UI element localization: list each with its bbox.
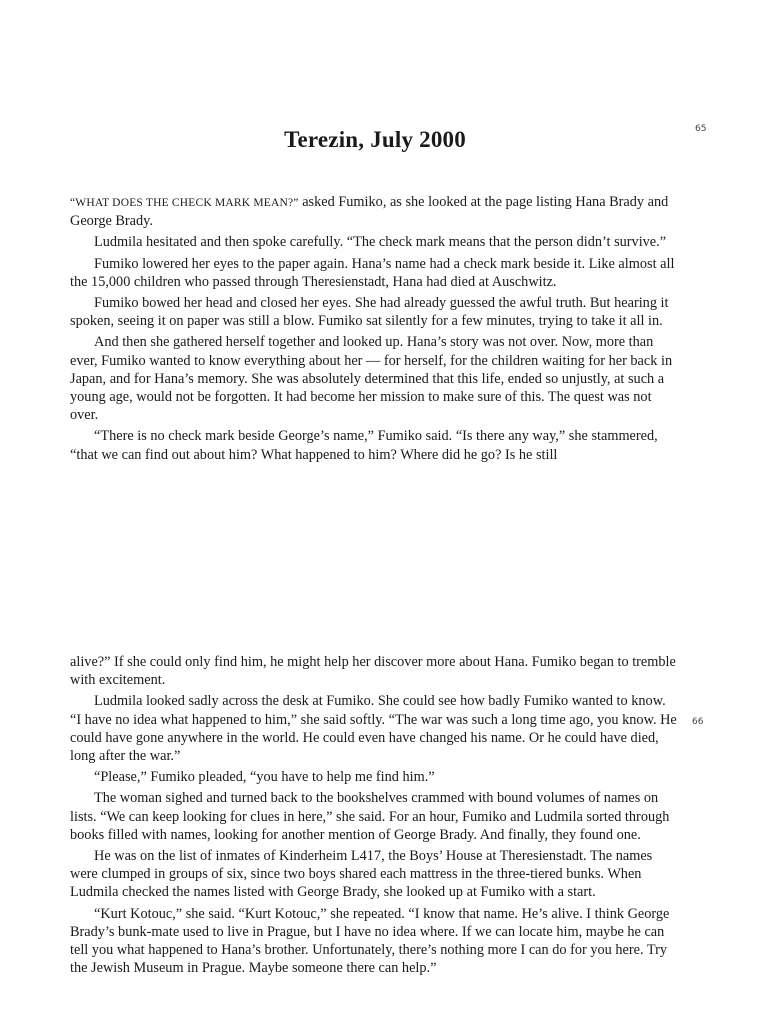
page-number-65: 65 — [695, 124, 707, 134]
paragraph: Ludmila hesitated and then spoke carefully. “The check mark means that the person didn’t survive.” — [94, 234, 667, 251]
paragraph: “There is no check mark beside George’s name,” Fumiko said. “Is there any way,” she stammered, “that we can find out about him? What happened to him? Where did he go? Is he still — [70, 428, 658, 463]
page-66-body — [70, 653, 680, 980]
paragraph: Fumiko lowered her eyes to the paper again. Hana’s name had a check mark beside it. Like almost all the 15,000 children who passed through Theresienstadt, Hana had died at Auschwitz. — [70, 255, 675, 290]
paragraph: Ludmila looked sadly across the desk at Fumiko. She could see how badly Fumiko wanted to know. “I have no idea what happened to him,” she said softly. “The war was such a long time ago, you know. He could have gone anywhere in the world. He could even have changed his name. Or he could have died, long after the war.” — [70, 693, 677, 765]
page-65-body — [70, 193, 680, 467]
opening-paragraph — [70, 193, 680, 230]
paragraph: The woman sighed and turned back to the bookshelves crammed with bound volumes of names on lists. “We can keep looking for clues in here,” she said. For an hour, Fumiko and Ludmila sorted through books filled with names, looking for another mention of George Brady. And finally, they found one. — [70, 790, 670, 843]
paragraph: “Please,” Fumiko pleaded, “you have to help me find him.” — [94, 769, 435, 786]
chapter-title: Terezin, July 2000 — [284, 127, 466, 153]
opening-smallcaps: “WHAT DOES THE CHECK MARK MEAN?” — [70, 197, 299, 209]
continuation-paragraph: alive?” If she could only find him, he might help her discover more about Hana. Fumiko began to tremble with excitement. — [70, 654, 676, 689]
paragraph: And then she gathered herself together and looked up. Hana’s story was not over. Now, more than ever, Fumiko wanted to know everything about her — for herself, for the children waiting for her back in Japan, and for Hana’s memory. She was absolutely determined that this life, ended so unjustly, at such a young age, would not be forgotten. It had become her mission to make sure of this. The quest was not over. — [70, 334, 673, 424]
opening-rest: asked Fumiko, as she looked at the page listing Hana Brady and George Brady. — [70, 194, 669, 230]
paragraph: Fumiko bowed her head and closed her eyes. She had already guessed the awful truth. But hearing it spoken, seeing it on paper was still a blow. Fumiko sat silently for a few minutes, trying to take it all in. — [70, 295, 669, 330]
paragraph: “Kurt Kotouc,” she said. “Kurt Kotouc,” she repeated. “I know that name. He’s alive. I think George Brady’s bunk-mate used to live in Prague, but I have no idea where. If we can locate him, maybe he can tell you what happened to Hana’s brother. Unfortunately, there’s nothing more I can do for you here. Try the Jewish Museum in Prague. Maybe someone there can help.” — [70, 905, 670, 977]
page-number-66: 66 — [692, 717, 704, 727]
paragraph: He was on the list of inmates of Kinderheim L417, the Boys’ House at Theresienstadt. The names were clumped in groups of six, since two boys shared each mattress in the three-tiered bunks. When Ludmila checked the names listed with George Brady, she looked up at Fumiko with a start. — [70, 848, 653, 901]
